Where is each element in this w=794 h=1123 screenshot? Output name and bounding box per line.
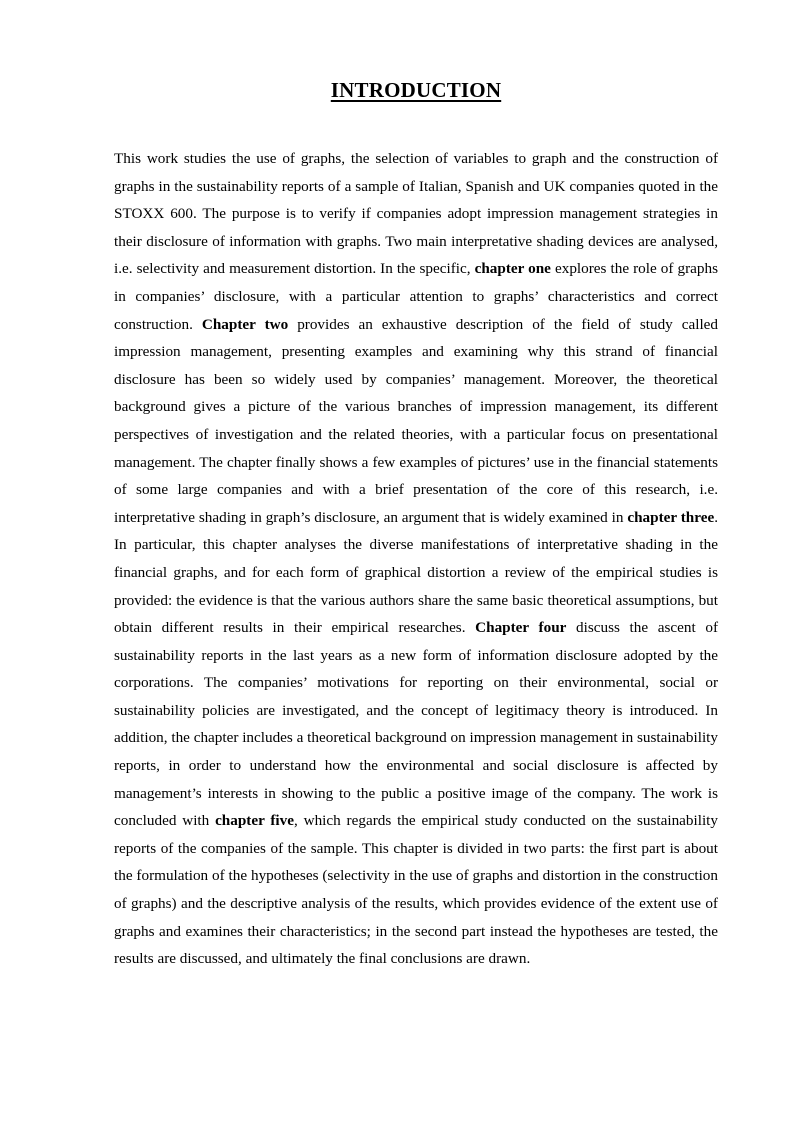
- page-title: INTRODUCTION: [330, 78, 502, 102]
- paragraph-segment: This work studies the use of graphs, the selection of variables to graph and the construction of graphs in the sustainability reports of a sample of Italian, Spanish and UK companies quoted in the STOXX 600. The purpose is to verify if companies adopt impression management strategies in their disclosure of information with graphs. Two main interpretative shading devices are analysed, i.e. selectivity and measurement distortion. In the specific,: [114, 150, 718, 278]
- paragraph-segment: , which regards the empirical study conducted on the sustainability reports of the companies of the sample. This chapter is divided in two parts: the first part is about the formulation of the hypotheses (selectivity in the use of graphs and distortion in the construction of graphs) and the descriptive analysis of the results, which provides evidence of the extent use of graphs and examines their characteristics; in the second part instead the hypotheses are tested, the results are discussed, and ultimately the final conclusions are drawn.: [114, 812, 718, 968]
- chapter-reference: Chapter two: [201, 315, 289, 333]
- paragraph-segment: explores the role of graphs in companies’ disclosure, with a particular attention to graphs’ characteristics and correct construction.: [114, 260, 718, 333]
- chapter-reference: chapter one: [474, 260, 551, 278]
- body-paragraph: [114, 145, 718, 973]
- paragraph-segment: provides an exhaustive description of the field of study called impression management, presenting examples and examining why this strand of financial disclosure has been so widely used by companies’ management. Moreover, the theoretical background gives a picture of the various branches of impression management, its different perspectives of investigation and the related theories, with a particular focus on presentational management. The chapter finally shows a few examples of pictures’ use in the financial statements of some large companies and with a brief presentation of the core of this research, i.e. interpretative shading in graph’s disclosure, an argument that is widely examined in: [114, 315, 718, 526]
- chapter-reference: chapter five: [215, 812, 294, 830]
- paragraph-segment: . In particular, this chapter analyses the diverse manifestations of interpretative shading in the financial graphs, and for each form of graphical distortion a review of the empirical studies is provided: the evidence is that the various authors share the same basic theoretical assumptions, but obtain different results in their empirical researches.: [114, 508, 718, 637]
- chapter-reference: Chapter four: [475, 619, 567, 637]
- paragraph-segment: discuss the ascent of sustainability reports in the last years as a new form of information disclosure adopted by the corporations. The companies’ motivations for reporting on their environmental, social or sustainability policies are investigated, and the concept of legitimacy theory is introduced. In addition, the chapter includes a theoretical background on impression management in sustainability reports, in order to understand how the environmental and social disclosure is affected by management’s interests in showing to the public a positive image of the company. The work is concluded with: [114, 619, 719, 830]
- chapter-reference: chapter three: [627, 508, 715, 526]
